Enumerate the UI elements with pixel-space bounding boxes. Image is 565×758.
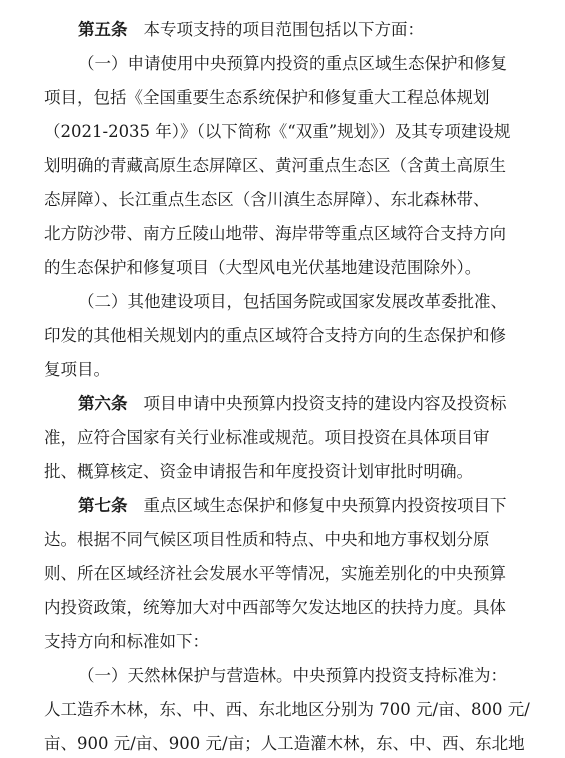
- article-text: 重点区域生态保护和修复中央预算内投资按项目下: [143, 496, 507, 515]
- paragraph-line: （一）天然林保护与营造林。中央预算内投资支持标准为：: [78, 666, 507, 685]
- paragraph-line: （二）其他建设项目，包括国务院或国家发展改革委批准、: [78, 292, 507, 311]
- paragraph-line: 内投资政策，统筹加大对中西部等欠发达地区的扶持力度。具体: [44, 598, 506, 617]
- paragraph-line: 达。根据不同气候区项目性质和特点、中央和地方事权划分原: [44, 530, 490, 549]
- paragraph-line: （2021-2035 年）》（以下简称《“双重”规划》）及其专项建设规: [44, 122, 511, 141]
- paragraph-line: 则、所在区域经济社会发展水平等情况，实施差别化的中央预算: [44, 564, 506, 583]
- article-text: 项目申请中央预算内投资支持的建设内容及投资标: [143, 394, 507, 413]
- article-text: 本专项支持的项目范围包括以下方面：: [143, 20, 424, 39]
- paragraph-line: 支持方向和标准如下：: [44, 632, 209, 651]
- paragraph-line: 准，应符合国家有关行业标准或规范。项目投资在具体项目审: [44, 428, 490, 447]
- paragraph-line: （一）申请使用中央预算内投资的重点区域生态保护和修复: [78, 54, 507, 73]
- paragraph-line: 亩、900 元/亩、900 元/亩；人工造灌木林，东、中、西、东北地: [44, 734, 525, 753]
- article-label: 第五条: [78, 20, 128, 39]
- paragraph-line: 批、概算核定、资金申请报告和年度投资计划审批时明确。: [44, 462, 473, 481]
- paragraph-line: 态屏障）、长江重点生态区（含川滇生态屏障）、东北森林带、: [44, 190, 490, 209]
- paragraph-line: 人工造乔木林，东、中、西、东北地区分别为 700 元/亩、800 元/: [44, 700, 530, 719]
- article-7-heading: [0, 492, 565, 520]
- article-label: 第七条: [78, 496, 128, 515]
- paragraph-line: 北方防沙带、南方丘陵山地带、海岸带等重点区域符合支持方向: [44, 224, 506, 243]
- article-label: 第六条: [78, 394, 128, 413]
- paragraph-line: 划明确的青藏高原生态屏障区、黄河重点生态区（含黄土高原生: [44, 156, 506, 175]
- paragraph-line: 项目，包括《全国重要生态系统保护和修复重大工程总体规划: [44, 88, 490, 107]
- paragraph-line: 印发的其他相关规划内的重点区域符合支持方向的生态保护和修: [44, 326, 506, 345]
- article-6-heading: [0, 390, 565, 418]
- article-5-heading: [0, 16, 565, 44]
- paragraph-line: 的生态保护和修复项目（大型风电光伏基地建设范围除外）。: [44, 258, 482, 277]
- paragraph-line: 复项目。: [44, 360, 110, 379]
